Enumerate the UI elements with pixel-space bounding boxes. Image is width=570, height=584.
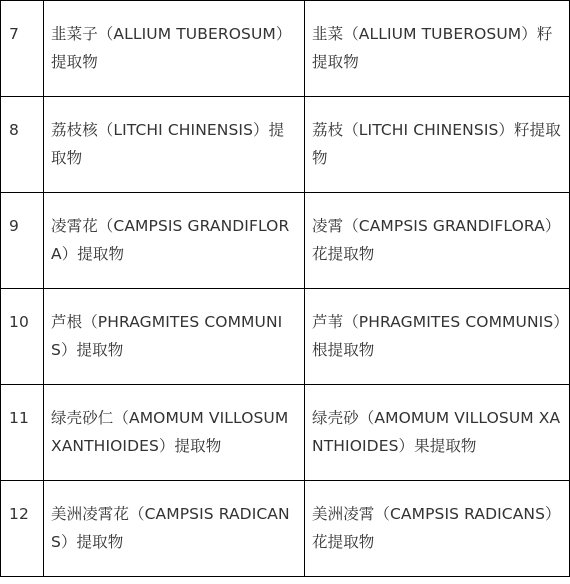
table-row (1, 193, 570, 289)
row-number: 7 (1, 1, 44, 97)
row-number: 10 (1, 289, 44, 385)
source-name-cell: 绿壳砂（AMOMUM VILLOSUM XANTHIOIDES）果提取物 (305, 385, 570, 481)
table-row (1, 1, 570, 97)
extract-name-cell: 绿壳砂仁（AMOMUM VILLOSUM XANTHIOIDES）提取物 (44, 385, 305, 481)
source-name-cell: 荔枝（LITCHI CHINENSIS）籽提取物 (305, 97, 570, 193)
extract-name-cell: 韭菜子（ALLIUM TUBEROSUM）提取物 (44, 1, 305, 97)
source-name-cell: 凌霄（CAMPSIS GRANDIFLORA）花提取物 (305, 193, 570, 289)
table-row (1, 289, 570, 385)
extract-name-cell: 凌霄花（CAMPSIS GRANDIFLORA）提取物 (44, 193, 305, 289)
extract-name-cell: 美洲凌霄花（CAMPSIS RADICANS）提取物 (44, 481, 305, 577)
table-row (1, 97, 570, 193)
extract-name-cell: 芦根（PHRAGMITES COMMUNIS）提取物 (44, 289, 305, 385)
row-number: 9 (1, 193, 44, 289)
table-row (1, 385, 570, 481)
source-name-cell: 韭菜（ALLIUM TUBEROSUM）籽提取物 (305, 1, 570, 97)
extract-name-cell: 荔枝核（LITCHI CHINENSIS）提取物 (44, 97, 305, 193)
row-number: 8 (1, 97, 44, 193)
source-name-cell: 芦苇（PHRAGMITES COMMUNIS）根提取物 (305, 289, 570, 385)
row-number: 11 (1, 385, 44, 481)
row-number: 12 (1, 481, 44, 577)
table-row (1, 481, 570, 577)
source-name-cell: 美洲凌霄（CAMPSIS RADICANS）花提取物 (305, 481, 570, 577)
